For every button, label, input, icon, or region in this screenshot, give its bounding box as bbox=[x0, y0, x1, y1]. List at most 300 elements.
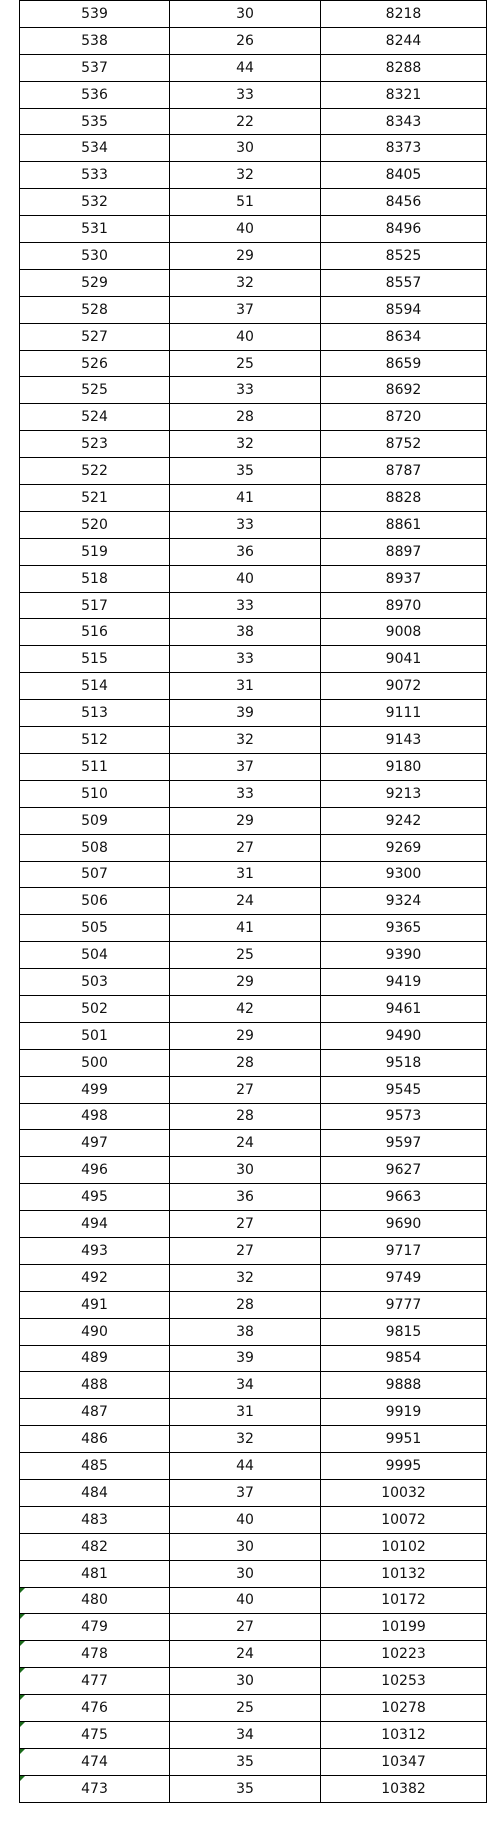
count-cell-text: 27 bbox=[236, 1619, 254, 1636]
cumulative-cell-text: 10253 bbox=[381, 1673, 426, 1690]
count-cell-text: 51 bbox=[236, 194, 254, 211]
score-cell bbox=[20, 995, 170, 1022]
count-cell bbox=[170, 431, 321, 458]
score-cell-text: 507 bbox=[81, 866, 108, 883]
table-row bbox=[20, 1049, 487, 1076]
count-cell bbox=[170, 1049, 321, 1076]
cell-marker-icon bbox=[20, 1641, 25, 1646]
count-cell bbox=[170, 969, 321, 996]
cumulative-cell bbox=[321, 54, 487, 81]
table-row bbox=[20, 1184, 487, 1211]
count-cell bbox=[170, 108, 321, 135]
cumulative-cell-text: 10312 bbox=[381, 1726, 426, 1743]
count-cell-text: 40 bbox=[236, 328, 254, 345]
count-cell-text: 38 bbox=[236, 624, 254, 641]
count-cell bbox=[170, 189, 321, 216]
cumulative-cell-text: 8897 bbox=[385, 543, 422, 560]
table-row bbox=[20, 1076, 487, 1103]
table-row bbox=[20, 1641, 487, 1668]
count-cell bbox=[170, 834, 321, 861]
cumulative-cell bbox=[321, 1157, 487, 1184]
count-cell bbox=[170, 1560, 321, 1587]
score-cell bbox=[20, 888, 170, 915]
cumulative-cell bbox=[321, 834, 487, 861]
score-cell-text: 494 bbox=[81, 1216, 108, 1233]
cumulative-cell bbox=[321, 1237, 487, 1264]
count-cell bbox=[170, 1775, 321, 1802]
count-cell-text: 36 bbox=[236, 1189, 254, 1206]
score-cell bbox=[20, 1372, 170, 1399]
score-cell bbox=[20, 1453, 170, 1480]
cumulative-cell-text: 8288 bbox=[385, 59, 422, 76]
count-cell-text: 24 bbox=[236, 1646, 254, 1663]
table-row bbox=[20, 1695, 487, 1722]
cumulative-cell bbox=[321, 1345, 487, 1372]
count-cell-text: 31 bbox=[236, 866, 254, 883]
score-cell bbox=[20, 269, 170, 296]
count-cell-text: 42 bbox=[236, 1000, 254, 1017]
cumulative-cell bbox=[321, 646, 487, 673]
cumulative-cell-text: 8787 bbox=[385, 463, 422, 480]
score-cell bbox=[20, 538, 170, 565]
cumulative-cell-text: 9390 bbox=[385, 947, 422, 964]
count-cell-text: 30 bbox=[236, 1162, 254, 1179]
table-row bbox=[20, 1587, 487, 1614]
table-row bbox=[20, 1668, 487, 1695]
score-cell-text: 527 bbox=[81, 328, 108, 345]
count-cell bbox=[170, 323, 321, 350]
count-cell bbox=[170, 485, 321, 512]
count-cell bbox=[170, 1372, 321, 1399]
count-cell bbox=[170, 1399, 321, 1426]
score-cell-text: 482 bbox=[81, 1538, 108, 1555]
cumulative-cell-text: 9008 bbox=[385, 624, 422, 641]
score-cell bbox=[20, 511, 170, 538]
table-row bbox=[20, 780, 487, 807]
cumulative-cell-text: 9545 bbox=[385, 1081, 422, 1098]
cumulative-cell-text: 8594 bbox=[385, 301, 422, 318]
count-cell bbox=[170, 1237, 321, 1264]
score-cell-text: 519 bbox=[81, 543, 108, 560]
score-cell bbox=[20, 753, 170, 780]
table-row bbox=[20, 296, 487, 323]
score-cell bbox=[20, 1479, 170, 1506]
count-cell bbox=[170, 1641, 321, 1668]
count-cell-text: 40 bbox=[236, 1592, 254, 1609]
cumulative-cell bbox=[321, 162, 487, 189]
count-cell-text: 32 bbox=[236, 167, 254, 184]
table-row bbox=[20, 646, 487, 673]
count-cell-text: 32 bbox=[236, 731, 254, 748]
score-cell bbox=[20, 1345, 170, 1372]
count-cell-text: 33 bbox=[236, 516, 254, 533]
score-cell-text: 522 bbox=[81, 463, 108, 480]
count-cell bbox=[170, 1533, 321, 1560]
cumulative-cell bbox=[321, 1103, 487, 1130]
score-cell-text: 510 bbox=[81, 785, 108, 802]
score-table-container bbox=[19, 0, 483, 1803]
cumulative-cell-text: 9919 bbox=[385, 1404, 422, 1421]
cumulative-cell-text: 10072 bbox=[381, 1511, 426, 1528]
score-cell-text: 492 bbox=[81, 1269, 108, 1286]
cumulative-cell-text: 9573 bbox=[385, 1108, 422, 1125]
count-cell bbox=[170, 1022, 321, 1049]
cumulative-cell-text: 8244 bbox=[385, 32, 422, 49]
table-row bbox=[20, 135, 487, 162]
cumulative-cell bbox=[321, 1049, 487, 1076]
cumulative-cell-text: 8861 bbox=[385, 516, 422, 533]
cumulative-cell bbox=[321, 1022, 487, 1049]
count-cell bbox=[170, 565, 321, 592]
count-cell-text: 37 bbox=[236, 758, 254, 775]
cumulative-cell-text: 8321 bbox=[385, 86, 422, 103]
cumulative-cell bbox=[321, 1372, 487, 1399]
count-cell bbox=[170, 216, 321, 243]
score-cell-text: 499 bbox=[81, 1081, 108, 1098]
score-cell-text: 473 bbox=[81, 1780, 108, 1797]
table-row bbox=[20, 1372, 487, 1399]
score-cell-text: 488 bbox=[81, 1377, 108, 1394]
table-row bbox=[20, 1, 487, 28]
count-cell-text: 39 bbox=[236, 705, 254, 722]
cumulative-cell-text: 8752 bbox=[385, 436, 422, 453]
score-cell-text: 479 bbox=[81, 1619, 108, 1636]
count-cell-text: 30 bbox=[236, 1673, 254, 1690]
count-cell bbox=[170, 404, 321, 431]
count-cell bbox=[170, 700, 321, 727]
count-cell-text: 40 bbox=[236, 221, 254, 238]
count-cell bbox=[170, 1506, 321, 1533]
count-cell bbox=[170, 915, 321, 942]
table-row bbox=[20, 888, 487, 915]
count-cell-text: 29 bbox=[236, 1027, 254, 1044]
score-cell bbox=[20, 1264, 170, 1291]
table-row bbox=[20, 1291, 487, 1318]
count-cell-text: 30 bbox=[236, 1538, 254, 1555]
cumulative-cell-text: 9777 bbox=[385, 1296, 422, 1313]
count-cell bbox=[170, 1668, 321, 1695]
cumulative-cell-text: 9269 bbox=[385, 839, 422, 856]
score-cell-text: 516 bbox=[81, 624, 108, 641]
cumulative-cell bbox=[321, 1668, 487, 1695]
score-cell bbox=[20, 1560, 170, 1587]
count-cell-text: 41 bbox=[236, 920, 254, 937]
cumulative-cell-text: 8970 bbox=[385, 597, 422, 614]
table-row bbox=[20, 404, 487, 431]
score-cell-text: 508 bbox=[81, 839, 108, 856]
count-cell-text: 30 bbox=[236, 5, 254, 22]
cumulative-cell bbox=[321, 700, 487, 727]
cumulative-cell-text: 8218 bbox=[385, 5, 422, 22]
score-cell-text: 535 bbox=[81, 113, 108, 130]
count-cell-text: 31 bbox=[236, 678, 254, 695]
table-row bbox=[20, 1614, 487, 1641]
score-cell bbox=[20, 915, 170, 942]
cumulative-cell bbox=[321, 1748, 487, 1775]
cumulative-cell bbox=[321, 1695, 487, 1722]
cumulative-cell-text: 9717 bbox=[385, 1242, 422, 1259]
cell-marker-icon bbox=[20, 1722, 25, 1727]
score-cell-text: 521 bbox=[81, 489, 108, 506]
table-row bbox=[20, 27, 487, 54]
cumulative-cell-text: 9041 bbox=[385, 651, 422, 668]
cumulative-cell-text: 8496 bbox=[385, 221, 422, 238]
count-cell-text: 40 bbox=[236, 570, 254, 587]
cumulative-cell bbox=[321, 1453, 487, 1480]
count-cell-text: 27 bbox=[236, 1216, 254, 1233]
cumulative-cell bbox=[321, 1399, 487, 1426]
cumulative-cell-text: 9242 bbox=[385, 812, 422, 829]
table-row bbox=[20, 1211, 487, 1238]
count-cell bbox=[170, 1695, 321, 1722]
count-cell bbox=[170, 27, 321, 54]
score-cell-text: 531 bbox=[81, 221, 108, 238]
count-cell bbox=[170, 592, 321, 619]
count-cell bbox=[170, 1318, 321, 1345]
count-cell bbox=[170, 1479, 321, 1506]
count-cell-text: 30 bbox=[236, 1565, 254, 1582]
score-cell bbox=[20, 54, 170, 81]
count-cell bbox=[170, 942, 321, 969]
table-row bbox=[20, 1426, 487, 1453]
score-cell-text: 538 bbox=[81, 32, 108, 49]
count-cell bbox=[170, 673, 321, 700]
count-cell bbox=[170, 1345, 321, 1372]
table-row bbox=[20, 969, 487, 996]
table-row bbox=[20, 1103, 487, 1130]
score-cell-text: 474 bbox=[81, 1753, 108, 1770]
cumulative-cell bbox=[321, 1560, 487, 1587]
cumulative-cell bbox=[321, 807, 487, 834]
score-cell-text: 514 bbox=[81, 678, 108, 695]
cumulative-cell-text: 10132 bbox=[381, 1565, 426, 1582]
score-cell bbox=[20, 1748, 170, 1775]
table-row bbox=[20, 350, 487, 377]
cumulative-cell bbox=[321, 108, 487, 135]
cumulative-cell bbox=[321, 1479, 487, 1506]
table-row bbox=[20, 861, 487, 888]
cumulative-cell-text: 9815 bbox=[385, 1323, 422, 1340]
table-row bbox=[20, 1157, 487, 1184]
count-cell-text: 33 bbox=[236, 785, 254, 802]
score-cell-text: 475 bbox=[81, 1726, 108, 1743]
table-row bbox=[20, 565, 487, 592]
cumulative-cell bbox=[321, 458, 487, 485]
cumulative-cell bbox=[321, 538, 487, 565]
table-row bbox=[20, 942, 487, 969]
table-row bbox=[20, 458, 487, 485]
score-cell-text: 520 bbox=[81, 516, 108, 533]
score-cell bbox=[20, 350, 170, 377]
count-cell-text: 27 bbox=[236, 1242, 254, 1259]
count-cell bbox=[170, 1426, 321, 1453]
count-cell bbox=[170, 243, 321, 270]
score-cell-text: 483 bbox=[81, 1511, 108, 1528]
cumulative-cell bbox=[321, 485, 487, 512]
score-cell bbox=[20, 323, 170, 350]
score-cell bbox=[20, 81, 170, 108]
count-cell-text: 25 bbox=[236, 947, 254, 964]
count-cell-text: 44 bbox=[236, 59, 254, 76]
score-cell bbox=[20, 1184, 170, 1211]
score-cell bbox=[20, 108, 170, 135]
count-cell bbox=[170, 1157, 321, 1184]
count-cell-text: 33 bbox=[236, 651, 254, 668]
score-cell bbox=[20, 216, 170, 243]
count-cell bbox=[170, 995, 321, 1022]
cumulative-cell bbox=[321, 861, 487, 888]
table-row bbox=[20, 1560, 487, 1587]
score-cell-text: 493 bbox=[81, 1242, 108, 1259]
count-cell-text: 40 bbox=[236, 1511, 254, 1528]
count-cell-text: 34 bbox=[236, 1726, 254, 1743]
score-cell bbox=[20, 1614, 170, 1641]
score-cell bbox=[20, 404, 170, 431]
score-cell-text: 515 bbox=[81, 651, 108, 668]
cumulative-cell-text: 9888 bbox=[385, 1377, 422, 1394]
score-cell-text: 501 bbox=[81, 1027, 108, 1044]
cumulative-cell bbox=[321, 915, 487, 942]
score-cell bbox=[20, 485, 170, 512]
score-cell bbox=[20, 1157, 170, 1184]
score-cell bbox=[20, 1022, 170, 1049]
count-cell bbox=[170, 1, 321, 28]
count-cell-text: 36 bbox=[236, 543, 254, 560]
cumulative-cell-text: 10223 bbox=[381, 1646, 426, 1663]
table-row bbox=[20, 1533, 487, 1560]
score-cell-text: 526 bbox=[81, 355, 108, 372]
table-row bbox=[20, 81, 487, 108]
count-cell-text: 24 bbox=[236, 893, 254, 910]
count-cell-text: 29 bbox=[236, 974, 254, 990]
score-cell-text: 523 bbox=[81, 436, 108, 453]
table-row bbox=[20, 1022, 487, 1049]
count-cell-text: 27 bbox=[236, 839, 254, 856]
cumulative-cell bbox=[321, 1264, 487, 1291]
count-cell-text: 22 bbox=[236, 113, 254, 130]
table-row bbox=[20, 753, 487, 780]
score-cell bbox=[20, 1237, 170, 1264]
cumulative-cell-text: 8692 bbox=[385, 382, 422, 399]
count-cell bbox=[170, 511, 321, 538]
score-cell bbox=[20, 243, 170, 270]
count-cell bbox=[170, 619, 321, 646]
table-row bbox=[20, 995, 487, 1022]
score-cell bbox=[20, 592, 170, 619]
cumulative-cell bbox=[321, 619, 487, 646]
count-cell bbox=[170, 1722, 321, 1749]
cumulative-cell-text: 8373 bbox=[385, 140, 422, 157]
count-cell bbox=[170, 54, 321, 81]
cumulative-cell-text: 9143 bbox=[385, 731, 422, 748]
score-cell bbox=[20, 1049, 170, 1076]
cumulative-cell-text: 10382 bbox=[381, 1780, 426, 1797]
cumulative-cell-text: 9951 bbox=[385, 1431, 422, 1448]
count-cell bbox=[170, 1076, 321, 1103]
count-cell-text: 25 bbox=[236, 355, 254, 372]
count-cell bbox=[170, 1748, 321, 1775]
cumulative-cell bbox=[321, 404, 487, 431]
cumulative-cell bbox=[321, 753, 487, 780]
score-cell-text: 512 bbox=[81, 731, 108, 748]
cumulative-cell bbox=[321, 511, 487, 538]
count-cell-text: 24 bbox=[236, 1135, 254, 1152]
cumulative-cell-text: 9995 bbox=[385, 1458, 422, 1475]
count-cell-text: 39 bbox=[236, 1350, 254, 1367]
table-row bbox=[20, 915, 487, 942]
score-cell bbox=[20, 1668, 170, 1695]
score-cell bbox=[20, 1506, 170, 1533]
cell-marker-icon bbox=[20, 1614, 25, 1619]
score-cell-text: 518 bbox=[81, 570, 108, 587]
table-row bbox=[20, 834, 487, 861]
cumulative-cell-text: 10102 bbox=[381, 1538, 426, 1555]
score-cell-text: 528 bbox=[81, 301, 108, 318]
score-cell-text: 477 bbox=[81, 1673, 108, 1690]
score-cell-text: 537 bbox=[81, 59, 108, 76]
score-cell-text: 484 bbox=[81, 1484, 108, 1501]
score-cell bbox=[20, 162, 170, 189]
score-cell-text: 478 bbox=[81, 1646, 108, 1663]
cumulative-cell bbox=[321, 1722, 487, 1749]
score-cell-text: 481 bbox=[81, 1565, 108, 1582]
cumulative-cell bbox=[321, 780, 487, 807]
cumulative-cell bbox=[321, 1641, 487, 1668]
count-cell-text: 28 bbox=[236, 409, 254, 426]
table-row bbox=[20, 1399, 487, 1426]
score-cell bbox=[20, 1695, 170, 1722]
score-cell bbox=[20, 377, 170, 404]
score-cell bbox=[20, 834, 170, 861]
cumulative-cell-text: 9180 bbox=[385, 758, 422, 775]
score-cell bbox=[20, 431, 170, 458]
count-cell bbox=[170, 1130, 321, 1157]
count-cell-text: 32 bbox=[236, 436, 254, 453]
score-cell-text: 509 bbox=[81, 812, 108, 829]
count-cell bbox=[170, 81, 321, 108]
cumulative-cell bbox=[321, 216, 487, 243]
table-row bbox=[20, 189, 487, 216]
table-row bbox=[20, 1722, 487, 1749]
score-cell-text: 497 bbox=[81, 1135, 108, 1152]
cumulative-cell-text: 9749 bbox=[385, 1269, 422, 1286]
score-cell-text: 530 bbox=[81, 247, 108, 264]
cumulative-cell bbox=[321, 1291, 487, 1318]
score-cell bbox=[20, 646, 170, 673]
cumulative-cell-text: 9627 bbox=[385, 1162, 422, 1179]
cumulative-cell bbox=[321, 1533, 487, 1560]
cumulative-cell bbox=[321, 323, 487, 350]
score-cell-text: 536 bbox=[81, 86, 108, 103]
score-cell bbox=[20, 565, 170, 592]
score-cell bbox=[20, 1, 170, 28]
cumulative-cell-text: 9365 bbox=[385, 920, 422, 937]
count-cell bbox=[170, 1453, 321, 1480]
score-cell-text: 495 bbox=[81, 1189, 108, 1206]
table-row bbox=[20, 243, 487, 270]
count-cell-text: 32 bbox=[236, 1269, 254, 1286]
count-cell bbox=[170, 350, 321, 377]
cumulative-cell bbox=[321, 1775, 487, 1802]
score-cell-text: 487 bbox=[81, 1404, 108, 1421]
score-cell-text: 476 bbox=[81, 1700, 108, 1717]
cumulative-cell bbox=[321, 27, 487, 54]
count-cell bbox=[170, 377, 321, 404]
count-cell bbox=[170, 162, 321, 189]
score-cell bbox=[20, 1775, 170, 1802]
score-cell-text: 485 bbox=[81, 1458, 108, 1475]
score-cell bbox=[20, 942, 170, 969]
